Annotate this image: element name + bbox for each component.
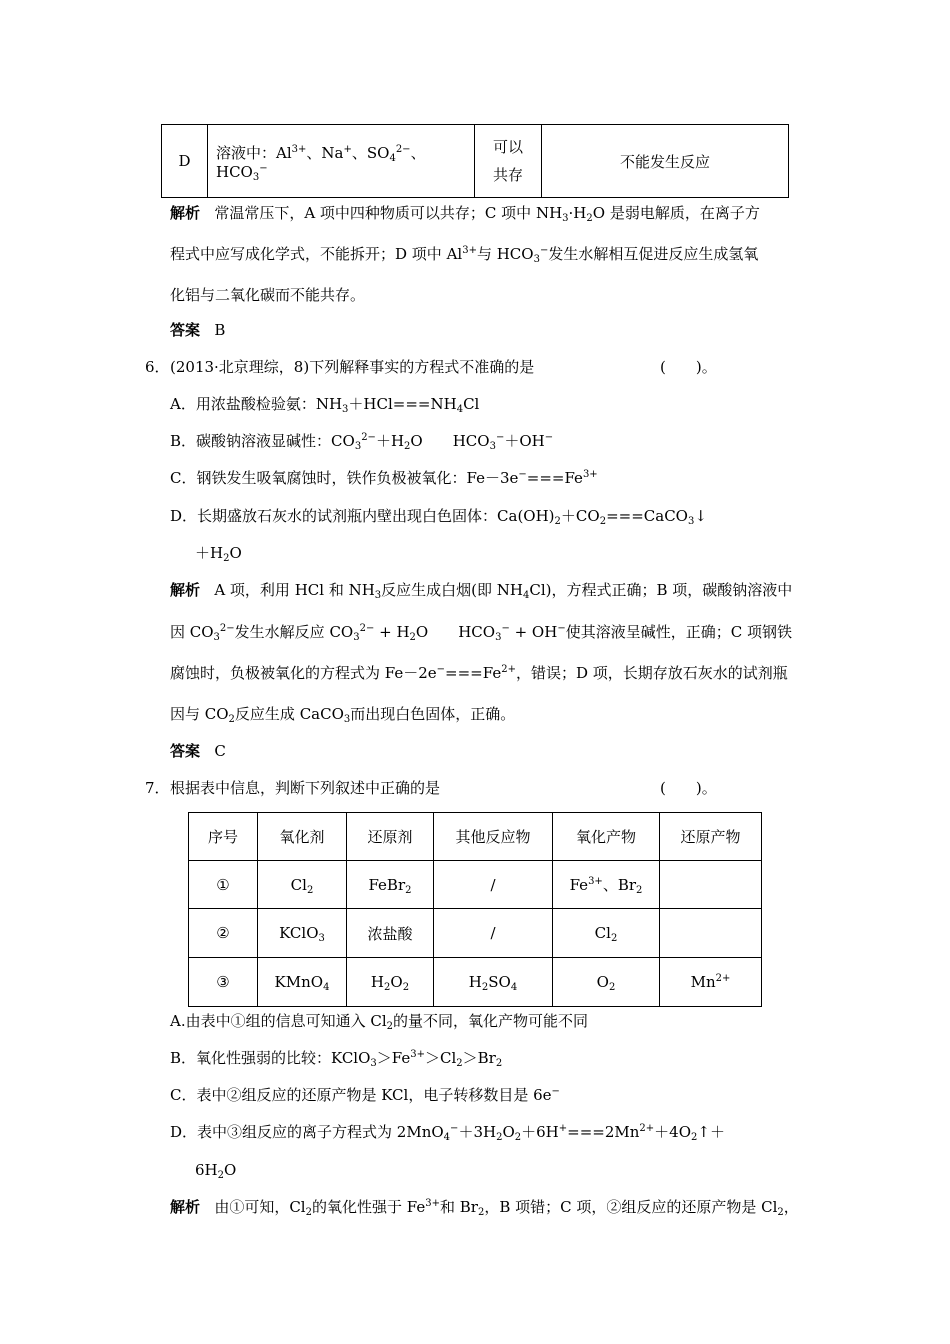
q6-number: 6． [145, 358, 170, 376]
table-row [189, 861, 762, 909]
table-cell: $Cl_2$ [258, 861, 347, 909]
table-cell: KClO$_3$ [258, 909, 347, 958]
answer5 [170, 320, 225, 340]
analysis-label: 解析 [170, 581, 201, 599]
table-row [189, 909, 762, 958]
table-cell: $Fe^{3+}$、$Br_2$ [553, 861, 660, 909]
col-header: 还原产物 [660, 813, 762, 861]
analysis5-line2: 程式中应写成化学式，不能拆开；D 项中 $Al^{3+}$与 $HCO_3^-$发生水解相互促进反应生成氢氧 [170, 245, 759, 265]
top-table-judgment [475, 125, 542, 198]
table-cell: ③ [189, 958, 258, 1007]
top-table [161, 124, 789, 198]
q7-option-b: B．氧化性强弱的比较：$KClO_3>Fe^{3+}>Cl_2>Br_2$ [170, 1049, 503, 1069]
col-header: 氧化产物 [553, 813, 660, 861]
analysis-label: 解析 [170, 204, 201, 222]
q7-option-c: C．表中②组反应的还原产物是 KCl，电子转移数目是 6e− [170, 1086, 560, 1104]
q6-option-a: A．用浓盐酸检验氨：$NH_3+HCl===NH_4Cl$ [170, 395, 480, 415]
analysis5-line3: 化铝与二氧化碳而不能共存。 [170, 286, 366, 304]
analysis6-line1 [170, 580, 792, 600]
answer-label: 答案 [170, 742, 201, 760]
answer-value: C [214, 742, 226, 760]
table-cell: 浓盐酸 [347, 909, 434, 958]
col-header: 还原剂 [347, 813, 434, 861]
q7-stem: 根据表中信息，判断下列叙述中正确的是 [170, 779, 441, 797]
q6-option-b: B．碳酸钠溶液显碱性：$CO_3^{2-}+H_2O$ $HCO_3^-+OH^-$ [170, 432, 554, 452]
col-header: 氧化剂 [258, 813, 347, 861]
analysis7-text1: 由①可知，$Cl_2$的氧化性强于 $Fe^{3+}$和 $Br_2$，B 项错；C 项，②组反应的还原产物是 $Cl_2$， [214, 1198, 799, 1218]
table-cell: $H_2SO_4$ [434, 958, 553, 1007]
judgment-line2: 共存 [492, 166, 523, 184]
table-cell: ② [189, 909, 258, 958]
top-table-content: 溶液中：$Al^{3+}$、Na+、$SO_4^{2-}$、$HCO_3^-$ [208, 125, 475, 198]
table-cell: FeBr$_2$ [347, 861, 434, 909]
table-cell: $Mn^{2+}$ [660, 958, 762, 1007]
answer6 [170, 741, 226, 761]
analysis-label: 解析 [170, 1198, 201, 1216]
q6-option-d-cont: $+H_2O$ [195, 544, 242, 564]
top-table-label: D [162, 125, 208, 198]
table-cell [660, 909, 762, 958]
answer-value: B [214, 321, 226, 339]
answer-label: 答案 [170, 321, 201, 339]
q7-option-a: A.由表中①组的信息可知通入 $Cl_2$的量不同，氧化产物可能不同 [170, 1012, 589, 1032]
analysis6-line2: 因 $CO_3^{2-}$发生水解反应 $CO_3^{2-} + H_2O$ $HCO_3^- + OH^-$使其溶液呈碱性，正确；C 项钢铁 [170, 623, 792, 643]
analysis6-text1: A 项，利用 HCl 和 $NH_3$反应生成白烟(即 $NH_4Cl$)，方程式正确；B 项，碳酸钠溶液中 [214, 581, 793, 601]
table-cell: / [434, 909, 553, 958]
analysis7-line1 [170, 1197, 799, 1217]
table-cell [660, 861, 762, 909]
q6-option-c: C．钢铁发生吸氧腐蚀时，铁作负极被氧化：$Fe-3e^-===Fe^{3+}$ [170, 469, 598, 487]
analysis5-line1 [170, 203, 760, 223]
q7-option-d-cont: $6H_2O$ [195, 1161, 237, 1181]
q7-option-d: D．表中③组反应的离子方程式为 $2MnO_4^-+3H_2O_2+6H^+===2Mn^{2+}+4O_2↑+$ [170, 1123, 725, 1143]
col-header: 其他反应物 [434, 813, 553, 861]
table-cell: $O_2$ [553, 958, 660, 1007]
analysis5-text1: 常温常压下，A 项中四种物质可以共存；C 项中 $NH_3\cdot H_2O$ 是弱电解质，在离子方 [214, 204, 760, 224]
table-cell: ① [189, 861, 258, 909]
top-table-reason: 不能发生反应 [542, 125, 789, 198]
q6-stem: (2013·北京理综，8)下列解释事实的方程式不准确的是 [170, 358, 535, 376]
analysis6-line4: 因与 $CO_2$反应生成 CaCO$_3$而出现白色固体，正确。 [170, 705, 516, 725]
q6-bracket: ( )。 [660, 358, 717, 376]
judgment-line1: 可以 [492, 138, 523, 156]
q7-table-header [189, 813, 762, 861]
q7-table [188, 812, 762, 1007]
col-header: 序号 [189, 813, 258, 861]
q7-bracket: ( )。 [660, 779, 717, 797]
table-cell: $Cl_2$ [553, 909, 660, 958]
analysis6-line3: 腐蚀时，负极被氧化的方程式为 $Fe-2e^-===Fe^{2+}$，错误；D 项，长期存放石灰水的试剂瓶 [170, 664, 788, 682]
q7-number: 7． [145, 779, 170, 797]
table-cell: $H_2O_2$ [347, 958, 434, 1007]
q6-option-d: D．长期盛放石灰水的试剂瓶内壁出现白色固体：$Ca(OH)_2+CO_2===CaCO_3↓$ [170, 507, 707, 527]
table-row [189, 958, 762, 1007]
table-cell: / [434, 861, 553, 909]
table-cell: KMnO$_4$ [258, 958, 347, 1007]
